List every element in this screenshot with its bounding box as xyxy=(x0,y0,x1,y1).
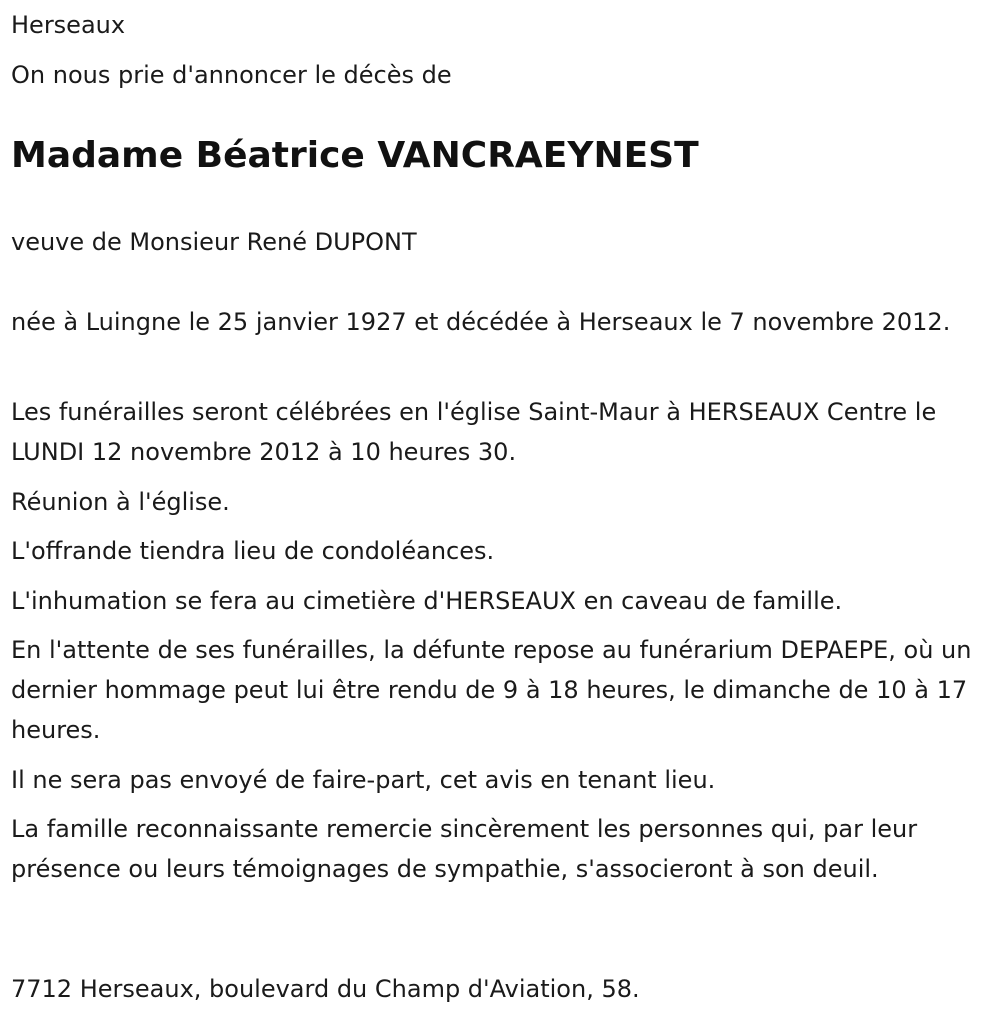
thanks-paragraph: La famille reconnaissante remercie sincèrement les personnes qui, par leur présence ou leurs témoignages de sympathie, s'associeront à son deuil. xyxy=(11,815,918,883)
no-announcement-paragraph: Il ne sera pas envoyé de faire-part, cet avis en tenant lieu. xyxy=(11,766,716,794)
relation-text: veuve de Monsieur René DUPONT xyxy=(11,228,417,256)
deceased-name: Madame Béatrice VANCRAEYNEST xyxy=(11,135,699,176)
offering-paragraph: L'offrande tiendra lieu de condoléances. xyxy=(11,537,495,565)
burial-paragraph: L'inhumation se fera au cimetière d'HERSEAUX en caveau de famille. xyxy=(11,587,843,615)
location-heading: Herseaux xyxy=(11,11,126,39)
funeral-paragraph: Les funérailles seront célébrées en l'église Saint-Maur à HERSEAUX Centre le LUNDI 12 novembre 2012 à 10 heures 30. xyxy=(11,398,937,466)
birth-death-paragraph: née à Luingne le 25 janvier 1927 et décédée à Herseaux le 7 novembre 2012. xyxy=(11,308,951,336)
funerarium-paragraph: En l'attente de ses funérailles, la défunte repose au funérarium DEPAEPE, où un dernier hommage peut lui être rendu de 9 à 18 heures, le dimanche de 10 à 17 heures. xyxy=(11,636,972,744)
intro-text: On nous prie d'annoncer le décès de xyxy=(11,61,452,89)
address-text: 7712 Herseaux, boulevard du Champ d'Aviation, 58. xyxy=(11,975,640,1003)
meeting-paragraph: Réunion à l'église. xyxy=(11,488,230,516)
